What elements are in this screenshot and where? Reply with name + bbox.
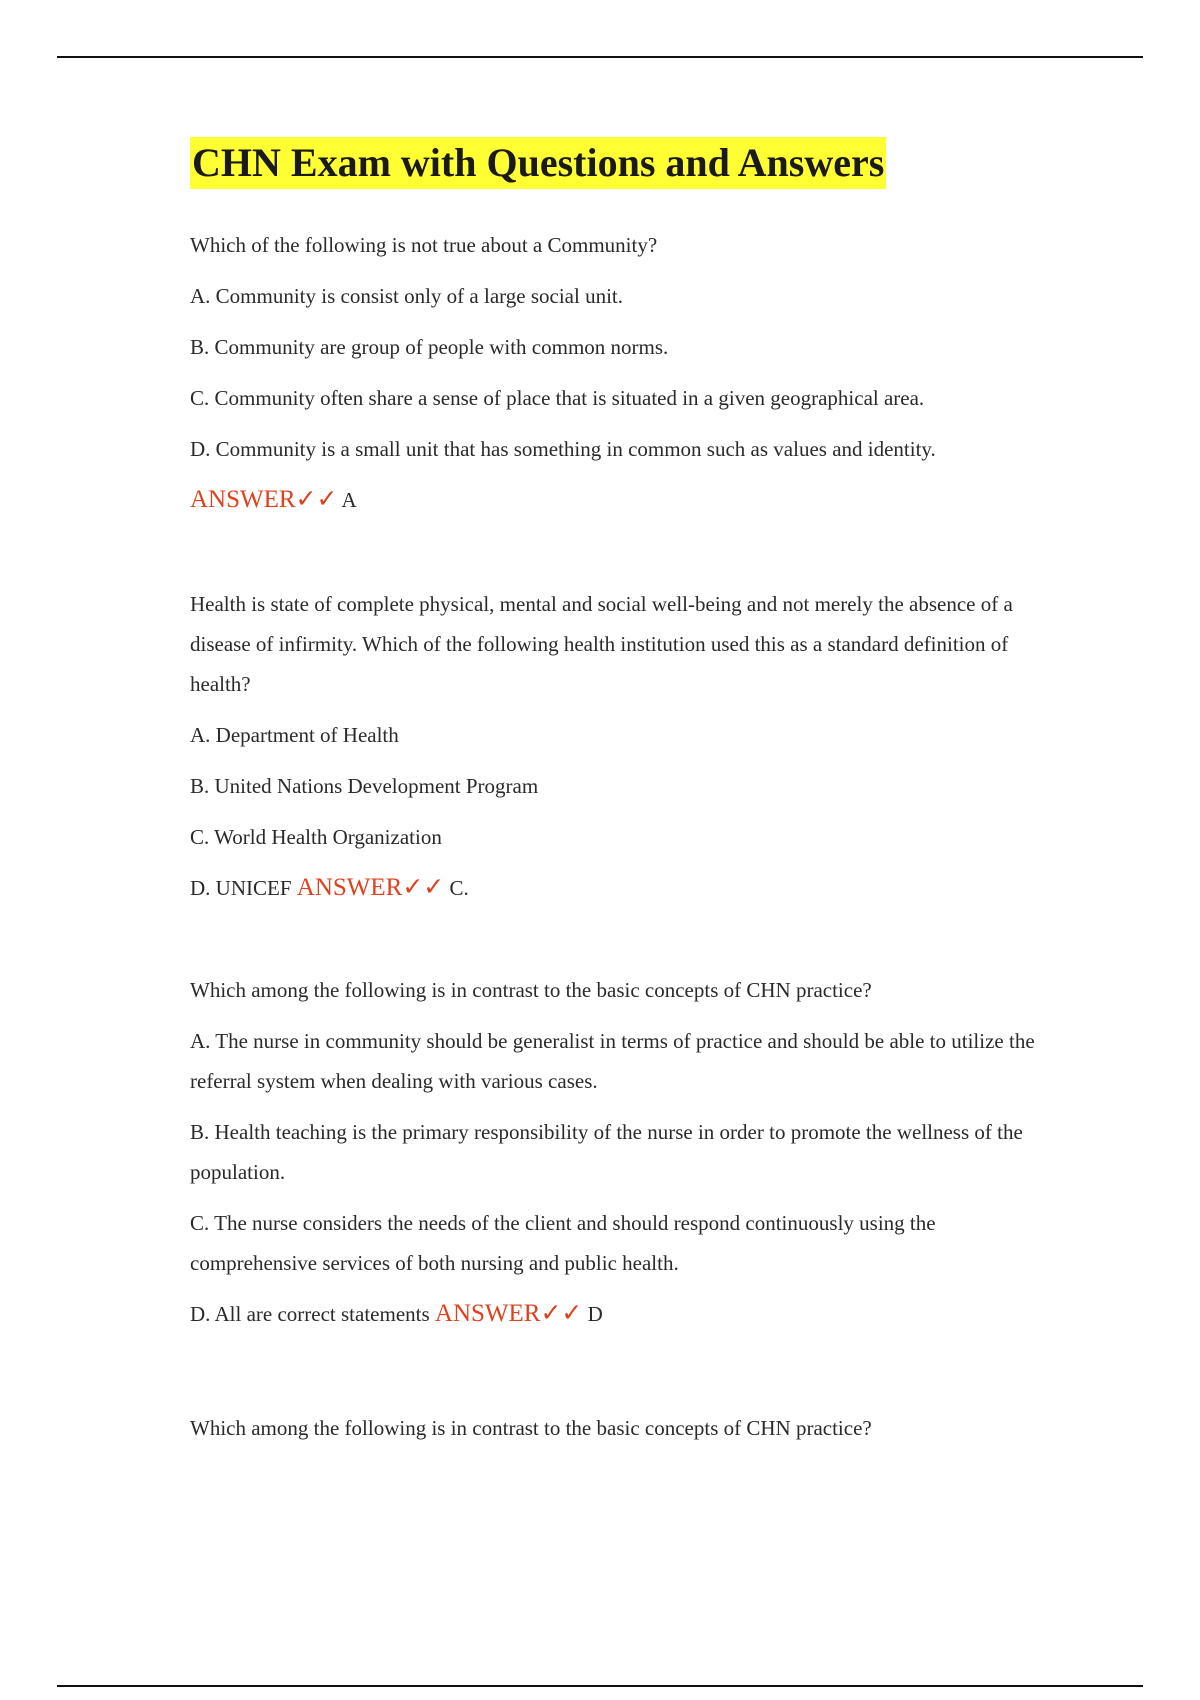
question-stem: Which of the following is not true about a Community?: [190, 233, 658, 257]
option-a: A. The nurse in community should be generalist in terms of practice and should be able to utilize the referral system when dealing with various cases.: [190, 1029, 1035, 1093]
question-stem: Which among the following is in contrast to the basic concepts of CHN practice?: [190, 978, 872, 1002]
question-block-3: [190, 970, 1070, 1334]
option-d-text: D. UNICEF: [190, 876, 292, 900]
option-d: [190, 1294, 1070, 1334]
answer-value: C.: [449, 876, 469, 900]
answer-value: A: [341, 488, 357, 512]
question-stem: Health is state of complete physical, mental and social well-being and not merely the absence of a disease of infirmity. Which of the following health institution used this as a standard definition of health?: [190, 592, 1013, 696]
option-b: B. Community are group of people with common norms.: [190, 335, 669, 359]
option-d: [190, 868, 1070, 908]
question-stem: Which among the following is in contrast to the basic concepts of CHN practice?: [190, 1416, 872, 1440]
question-block-1: [190, 225, 1070, 520]
question-block-2: [190, 584, 1070, 908]
option-b: B. Health teaching is the primary responsibility of the nurse in order to promote the wellness of the population.: [190, 1120, 1023, 1184]
option-d: D. Community is a small unit that has something in common such as values and identity.: [190, 437, 936, 461]
answer-label: ANSWER✓✓: [296, 874, 445, 901]
question-block-4: [190, 1408, 1070, 1448]
footer-rule: [57, 1685, 1143, 1687]
option-d-text: D. All are correct statements: [190, 1302, 430, 1326]
option-a: A. Community is consist only of a large social unit.: [190, 284, 623, 308]
option-c: C. Community often share a sense of place that is situated in a given geographical area.: [190, 386, 925, 410]
page-title: CHN Exam with Questions and Answers: [190, 137, 886, 189]
answer-value: D: [587, 1302, 603, 1326]
option-b: B. United Nations Development Program: [190, 774, 539, 798]
answer-line: [190, 480, 1070, 520]
answer-label: ANSWER✓✓: [434, 1300, 583, 1327]
option-c: C. The nurse considers the needs of the client and should respond continuously using the comprehensive services of both nursing and public health.: [190, 1211, 936, 1275]
option-a: A. Department of Health: [190, 723, 399, 747]
document-body: [190, 137, 1070, 1448]
header-rule: [57, 56, 1143, 58]
option-c: C. World Health Organization: [190, 825, 442, 849]
answer-label: ANSWER✓✓: [190, 486, 338, 513]
